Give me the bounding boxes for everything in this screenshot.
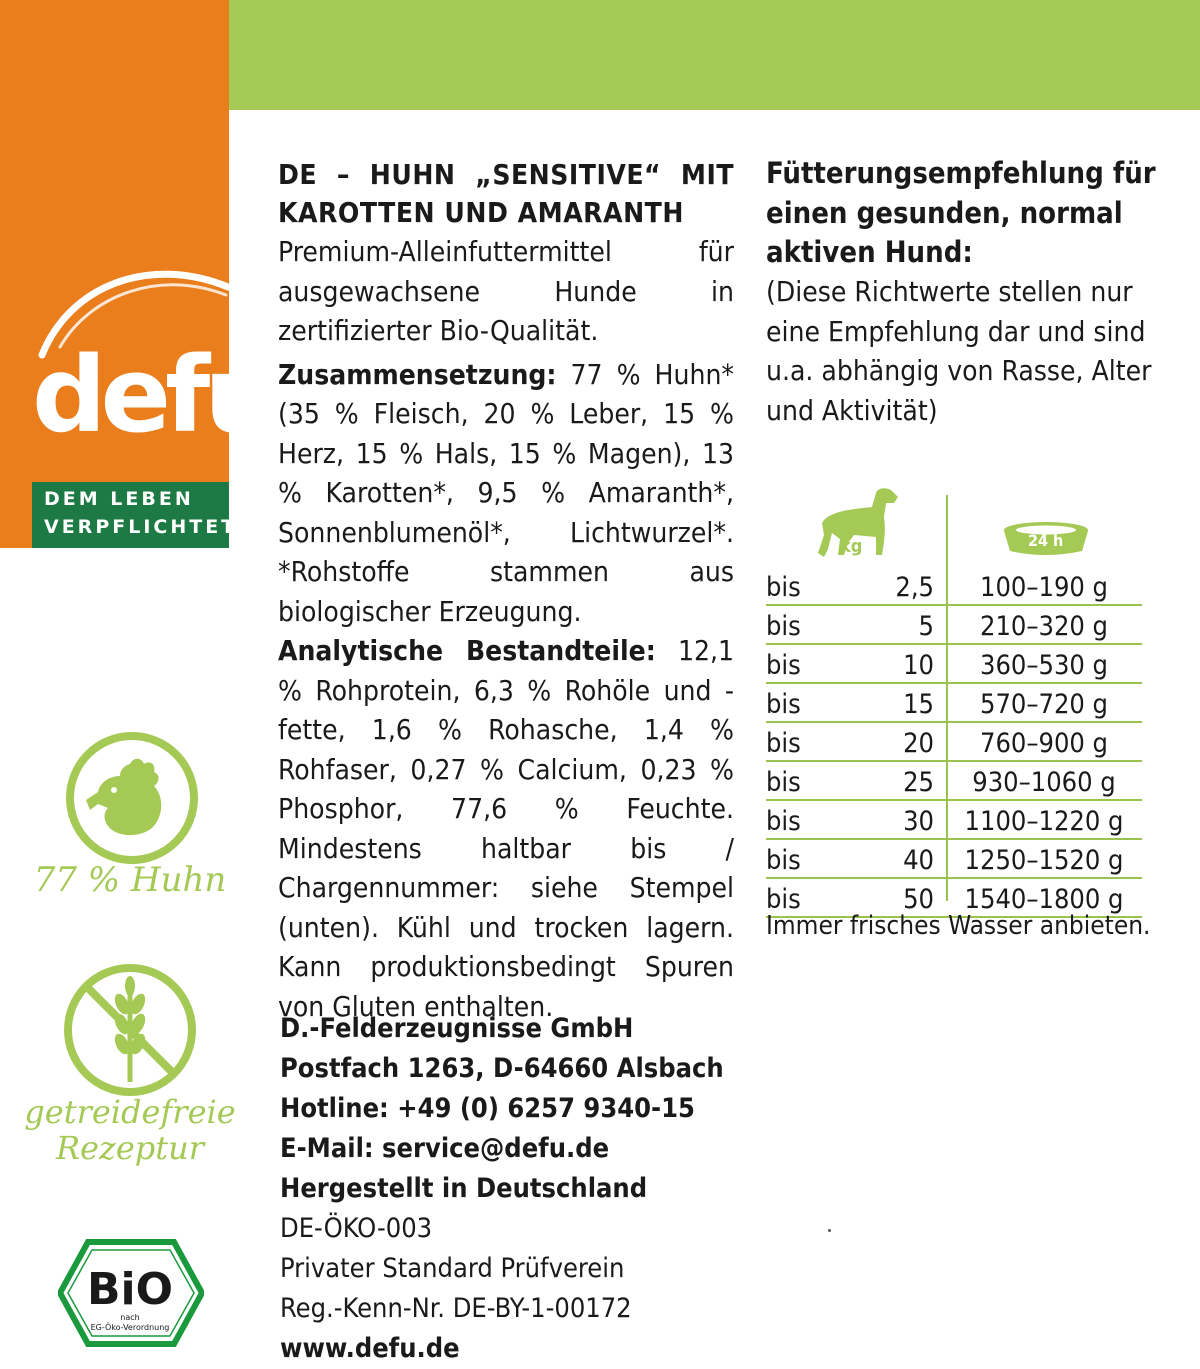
print-dot — [828, 1229, 831, 1232]
table-row — [766, 645, 1142, 684]
analytics-text: 12,1 % Rohprotein, 6,3 % Rohöle und -fette, 1,6 % Rohasche, 1,4 % Rohfaser, 0,27 % Calcium, 0,23 % Phosphor, 77,6 % Feuchte. Mindestens haltbar bis / Chargennummer: siehe Stempel (unten). Kühl und trocken lagern. Kann produktionsbedingt Spuren von Gluten enthalten. — [278, 634, 735, 1023]
weight-kg: 5 — [918, 611, 934, 642]
email: E-Mail: service@defu.de — [280, 1133, 610, 1164]
weight-kg: 40 — [903, 845, 934, 876]
composition-text: 77 % Huhn* (35 % Fleisch, 20 % Leber, 15 % Herz, 15 % Hals, 15 % Magen), 13 % Karotten*, 9,5 % Amaranth*, Sonnenblumenöl*, Lichtwurzel*. *Rohstoffe stammen aus biologischer Erzeugung. — [278, 357, 735, 628]
weight-kg: 15 — [903, 689, 934, 720]
weight-kg: 25 — [903, 767, 934, 798]
weight-prefix: bis — [766, 611, 801, 642]
tagline-line-1: DEM LEBEN — [44, 488, 194, 510]
analytics — [278, 631, 734, 1026]
table-row — [766, 606, 1142, 645]
table-rows — [766, 567, 1142, 918]
composition-label: Zusammensetzung: — [278, 357, 557, 391]
bio-seal-sub-1: nach — [120, 1313, 140, 1322]
brand-panel — [0, 0, 273, 548]
daily-amount: 570–720 g — [980, 689, 1108, 720]
table-row — [766, 567, 1142, 606]
daily-amount: 100–190 g — [980, 572, 1108, 603]
feeding-heading: Fütterungsempfehlung für einen gesunden, normal aktiven Hund: — [766, 156, 1156, 269]
weight-prefix: bis — [766, 845, 801, 876]
daily-amount: 1100–1220 g — [964, 806, 1124, 837]
grain-free-label-line-1: getreidefreie — [24, 1093, 236, 1131]
24h-label: 24 h — [1028, 531, 1064, 550]
daily-amount: 1540–1800 g — [964, 884, 1124, 915]
chicken-badge-icon — [64, 730, 200, 866]
contact-block — [280, 1009, 880, 1369]
weight-kg: 20 — [903, 728, 934, 759]
weight-prefix: bis — [766, 572, 801, 603]
daily-amount: 360–530 g — [980, 650, 1108, 681]
weight-kg: 50 — [903, 884, 934, 915]
weight-kg: 10 — [903, 650, 934, 681]
daily-amount: 930–1060 g — [972, 767, 1116, 798]
eco-control-code: DE-ÖKO-003 — [280, 1213, 433, 1244]
product-description — [278, 156, 734, 1026]
brand-logo: defu — [32, 334, 273, 456]
feeding-note: (Diese Richtwerte stellen nur eine Empfehlung dar und sind u.a. abhängig von Rasse, Alter und Aktivität) — [766, 275, 1152, 427]
website-link[interactable]: www.defu.de — [280, 1333, 460, 1364]
chicken-badge-label: 77 % Huhn — [33, 860, 227, 900]
daily-amount: 210–320 g — [980, 611, 1108, 642]
hotline: Hotline: +49 (0) 6257 9340-15 — [280, 1093, 695, 1124]
bio-seal-icon — [58, 1238, 204, 1348]
grain-free-label-line-2: Rezeptur — [55, 1129, 205, 1167]
bio-seal-sub-2: EG-Öko-Verordnung — [90, 1323, 170, 1332]
weight-prefix: bis — [766, 884, 801, 915]
kg-label: kg — [840, 536, 863, 557]
bio-seal-text: BiO — [86, 1264, 174, 1315]
daily-amount: 1250–1520 g — [964, 845, 1124, 876]
table-row — [766, 840, 1142, 879]
table-row — [766, 684, 1142, 723]
table-row — [766, 762, 1142, 801]
product-title-line-1: DE – HUHN „SENSITIVE“ MIT — [278, 158, 734, 191]
weight-prefix: bis — [766, 689, 801, 720]
weight-prefix: bis — [766, 767, 801, 798]
weight-kg: 2,5 — [895, 572, 934, 603]
table-row — [766, 723, 1142, 762]
made-in: Hergestellt in Deutschland — [280, 1173, 648, 1204]
feeding-table — [766, 495, 1142, 915]
analytics-label: Analytische Bestandteile: — [278, 634, 656, 667]
composition — [278, 355, 734, 632]
table-header — [766, 495, 1142, 567]
inspection-body: Privater Standard Prüfverein — [280, 1253, 625, 1284]
grain-free-icon — [60, 960, 200, 1100]
weight-prefix: bis — [766, 806, 801, 837]
company-name: D.-Felderzeugnisse GmbH — [280, 1013, 634, 1044]
product-title-line-2: KAROTTEN UND AMARANTH — [278, 196, 684, 229]
product-subtitle: Premium-Alleinfuttermittel für ausgewachsene Hunde in zertifizierter Bio-Qualität. — [278, 235, 734, 347]
brand-tagline — [32, 482, 238, 548]
weight-prefix: bis — [766, 650, 801, 681]
feeding-footer: Immer frisches Wasser anbieten. — [766, 911, 1151, 941]
postal-address: Postfach 1263, D-64660 Alsbach — [280, 1053, 724, 1084]
grain-free-label — [20, 1094, 240, 1166]
weight-prefix: bis — [766, 728, 801, 759]
daily-amount: 760–900 g — [980, 728, 1108, 759]
table-row — [766, 801, 1142, 840]
registration-number: Reg.-Kenn-Nr. DE-BY-1-00172 — [280, 1293, 632, 1324]
weight-kg: 30 — [903, 806, 934, 837]
tagline-line-2: VERPFLICHTET — [44, 516, 238, 538]
